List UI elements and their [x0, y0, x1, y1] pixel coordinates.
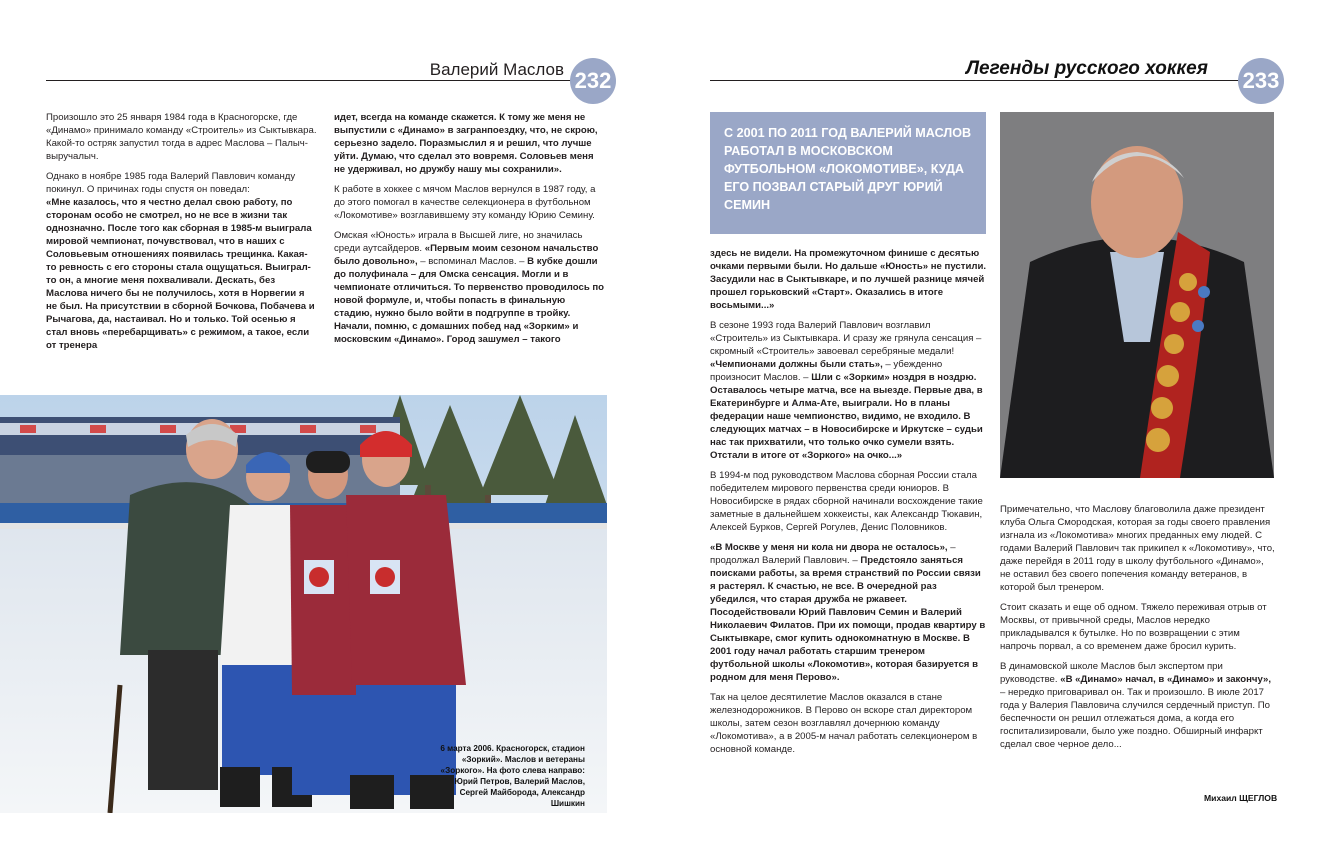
paragraph: К работе в хоккее с мячом Маслов вернулся в 1987 году, а до этого помогал в качестве селекционера в футбольном «Локомотиве» возглавившему эту команду Юрию Семину.	[334, 184, 596, 221]
page-number-233-badge: 233	[1238, 58, 1284, 104]
quote-run: «В Москве у меня ни кола ни двора не осталось»,	[710, 542, 948, 553]
quote-run: «Первым моим сезоном начальство было довольно»,	[334, 243, 599, 267]
attribution-run: – продолжал Валерий Павлович. –	[710, 542, 956, 566]
right-header-title: Легенды русского хоккея	[966, 58, 1208, 79]
pull-quote-box	[710, 112, 986, 234]
paragraph: Произошло это 25 января 1984 года в Красногорске, где «Динамо» принимало команду «Строитель» из Сыктывкара. Какой-то остряк запустил тогда в адрес Маслова – Палыч-выручалыч.	[46, 112, 317, 162]
attribution-run: – убежденно произносит Маслов. –	[710, 359, 943, 383]
portrait-photo-image	[1000, 112, 1274, 478]
paragraph	[334, 229, 606, 346]
text-run: – нередко приговаривал он. Так и произошло. В июле 2017 года у Валерия Павловича случился сердечный приступ. По беспечности он решил отлежаться дома, а когда его госпитализировали, было уже поздно. Обширный инфаркт сделал свое черное дело...	[1000, 687, 1270, 750]
paragraph: В 1994-м под руководством Маслова сборная России стала победителем мирового первенства среди юниоров. В Новосибирске в рядах сборной начинали восхождение такие заметные в дальнейшем хоккеисты, как Александр Тюкавин, Алексей Бурков, Сергей Рогулев, Денис Половников.	[710, 470, 983, 533]
left-column-2	[334, 111, 606, 353]
quote-paragraph: здесь не видели. На промежуточном финише с десятью очками первыми были. Но дальше «Юность» не пустили. Засудили нас в Сыктывкаре, и по лучшей разнице мячей прошел горьковский «Старт». Оказались в итоге восьмыми...»	[710, 248, 987, 311]
right-column-2	[1000, 503, 1276, 758]
right-column-1	[710, 247, 986, 763]
quote-paragraph: идет, всегда на команде скажется. К тому же меня не выпустили с «Динамо» в загранпоездку, что, не скрою, серьезно задело. Поразмыслил я и решил, что лучше уйти. Думаю, что сделал это вовремя. Соловьев меня не удерживал, но дружбу нашу мы сохранили».	[334, 112, 598, 175]
right-header-rule	[710, 80, 1240, 81]
paragraph	[710, 319, 986, 462]
paragraph: Примечательно, что Маслову благоволила даже президент клуба Ольга Смородская, которая за годы своего правления изгнала из «Локомотива» многих преданных ему людей. С годами Валерий Павлович так прикипел к «Локомотиву», что, даже перейдя в 2011 году в школу футбольного «Динамо», не оставил без своего попечения команду ветеранов, в которой был тренером.	[1000, 504, 1275, 593]
paragraph: Стоит сказать и еще об одном. Тяжело переживая отрыв от Москвы, от привычной среды, Маслов нередко прикладывался к бутылке. Но по возвращении с этим напрочь порвал, а со временем даже бросил курить.	[1000, 602, 1267, 652]
quote-run: Шли с «Зорким» ноздря в ноздрю. Оставалось четыре матча, все на выезде. Первые два, в Екатеринбурге и Алма-Ате, выиграли. Но в планы федерации наше чемпионство, видимо, не входило. В следующих матчах – в Новосибирске и Иркутске – судьи нас так прихватили, что только очко сумели взять. Отстали в итоге от «Зоркого» на очко...»	[710, 372, 983, 461]
pull-quote-text: С 2001 ПО 2011 ГОД ВАЛЕРИЙ МАСЛОВ РАБОТАЛ В МОСКОВСКОМ ФУТБОЛЬНОМ «ЛОКОМОТИВЕ», КУДА ЕГО ПОЗВАЛ СТАРЫЙ ДРУГ ЮРИЙ СЕМИН	[724, 126, 972, 212]
photo-caption: 6 марта 2006. Красногорск, стадион «Зоркий». Маслов и ветераны «Зоркого». На фото слева направо: Юрий Петров, Валерий Маслов, Сергей Майборода, Александр Шишкин	[440, 744, 585, 808]
author-signature: Михаил ЩЕГЛОВ	[1204, 793, 1278, 803]
left-header-rule	[46, 80, 576, 81]
left-column-1	[46, 111, 318, 359]
quote-paragraph: «Мне казалось, что я честно делал свою работу, по сторонам особо не смотрел, но не все в жизни так однозначно. После того как сборная в 1985-м выиграла мировой чемпионат, почувствовал, что в наших с Соловьевым отношениях появилась трещинка. Какая-то ревность с его стороны стала ощущаться. Выиграл-то он, а многие меня похваливали. Дескать, без Маслова ничего бы не получилось, хотя в Норвегии я не был. На присутствии в сборной Бочкова, Побачева и Рычагова, да, настаивал. Но и только. Той осенью я стал вновь «перебарщивать» с режимом, а такое, если от тренера	[46, 197, 315, 351]
paragraph: Так на целое десятилетие Маслов оказался в стане железнодорожников. В Перово он вскоре стал директором школы, затем сезон возглавлял дочернюю команду «Локомотива», а в 2005-м начал работать селекционером в основной команде.	[710, 692, 978, 755]
left-header-title: Валерий Маслов	[429, 60, 564, 79]
portrait-photo	[1000, 112, 1274, 478]
attribution-run: – вспоминал Маслов. –	[420, 256, 525, 267]
text-run: Омская «Юность» играла в Высшей лиге, но значилась среди аутсайдеров.	[334, 230, 583, 254]
page-number-232-badge: 232	[570, 58, 616, 104]
paragraph: Однако в ноябре 1985 года Валерий Павлович команду покинул. О причинах годы спустя он поведал:	[46, 171, 296, 195]
quote-run: «Чемпионами должны были стать»,	[710, 359, 883, 370]
quote-run: В кубке дошли до полуфинала – для Омска сенсация. Могли и в чемпионате отличиться. То первенство проводилось по новой формуле, и, чтобы попасть в финальную стадию, нужно было войти в подгруппе в тройку. Начали, помню, с домашних побед над «Зорким» и московским «Динамо». Город зашумел – такого	[334, 256, 605, 345]
paragraph	[1000, 660, 1276, 751]
text-run: В сезоне 1993 года Валерий Павлович возглавил «Строитель» из Сыктывкара. И сразу же грянула сенсация – скромный «Строитель» завоевал серебряные медали!	[710, 320, 982, 357]
paragraph	[710, 541, 986, 684]
quote-run: «В «Динамо» начал, в «Динамо» и закончу»,	[1060, 674, 1272, 685]
right-page	[660, 0, 1320, 861]
quote-run: Предстояло заняться поисками работы, за время странствий по России связи я растерял. К счастью, не все. В очередной раз убедился, что старая дружба не ржавеет. Посодействовали Юрий Павлович Семин и Валерий Николаевич Филатов. При их помощи, продав квартиру в Сыктывкаре, смог купить однокомнатную в Москве. В 2001 году начал работать старшим тренером футбольной школы «Локомотив», которая базируется в родном для меня Перово».	[710, 555, 986, 683]
text-run: В динамовской школе Маслов был экспертом при руководстве.	[1000, 661, 1223, 685]
